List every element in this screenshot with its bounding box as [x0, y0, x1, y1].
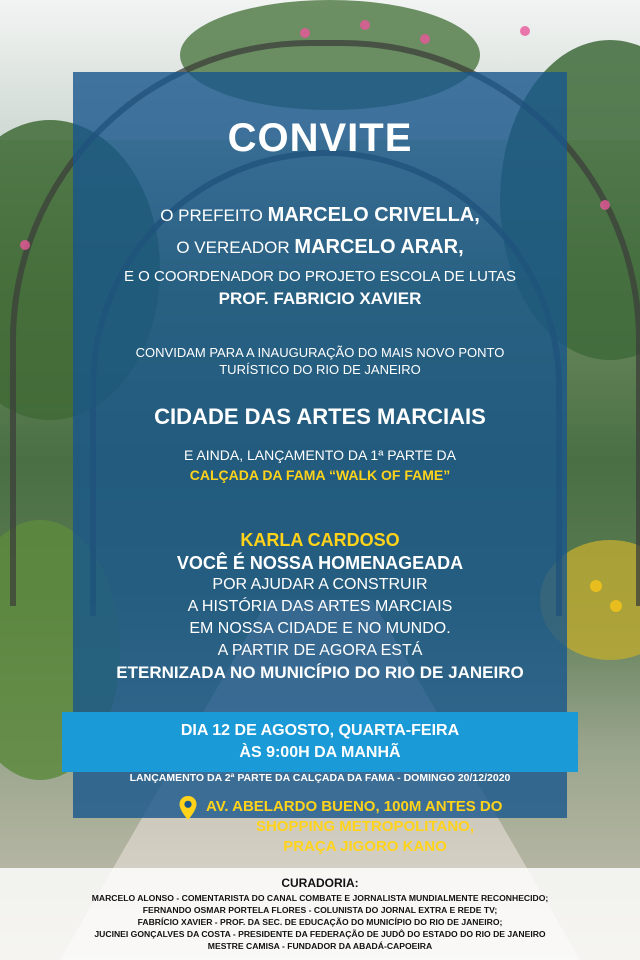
- curadoria-line: FABRÍCIO XAVIER - PROF. DA SEC. DE EDUCAÇÃO DO MUNICÍPIO DO RIO DE JANEIRO;: [137, 917, 503, 927]
- honoree-line-6: ETERNIZADA NO MUNICÍPIO DO RIO DE JANEIRO: [116, 663, 524, 682]
- honoree-line-4: EM NOSSA CIDADE E NO MUNDO.: [189, 620, 451, 637]
- host-mayor-name: MARCELO CRIVELLA,: [267, 204, 480, 226]
- address-line-3: PRAÇA JIGORO KANO: [283, 838, 447, 855]
- curadoria-line: MARCELO ALONSO - COMENTARISTA DO CANAL COMBATE E JORNALISTA MUNDIALMENTE RECONHECIDO;: [91, 893, 549, 903]
- invite-line-1: CONVIDAM PARA A INAUGURAÇÃO DO MAIS NOVO PONTO: [135, 345, 505, 360]
- date-band: [62, 712, 578, 772]
- host-councilman-role: O VEREADOR: [176, 238, 295, 257]
- flower-decoration: [420, 34, 430, 44]
- invite-line-2: TURÍSTICO DO RIO DE JANEIRO: [219, 362, 421, 377]
- curadoria-line: JUCINEI GONÇALVES DA COSTA - PRESIDENTE DA FEDERAÇÃO DE JUDÔ DO ESTADO DO RIO DE JANEIRO: [94, 929, 546, 939]
- event-time: ÀS 9:00H DA MANHÃ: [239, 744, 401, 761]
- curadoria-heading: CURADORIA:: [281, 876, 359, 890]
- host-mayor-role: O PREFEITO: [160, 206, 268, 225]
- curadoria-line: FERNANDO OSMAR PORTELA FLORES - COLUNISTA DO JORNAL EXTRA E REDE TV;: [142, 905, 498, 915]
- host-coordinator-role: E O COORDENADOR DO PROJETO ESCOLA DE LUTAS: [123, 268, 517, 285]
- honoree-line-2: POR AJUDAR A CONSTRUIR: [212, 576, 428, 593]
- honoree-line-1: VOCÊ É NOSSA HOMENAGEADA: [176, 553, 464, 573]
- content-panel: [73, 72, 567, 818]
- honoree-line-5: A PARTIR DE AGORA ESTÁ: [217, 642, 423, 659]
- host-coordinator-name: PROF. FABRICIO XAVIER: [218, 289, 422, 308]
- honoree-name: KARLA CARDOSO: [240, 530, 400, 550]
- honoree-line-3: A HISTÓRIA DAS ARTES MARCIAIS: [187, 598, 453, 615]
- second-launch-note: LANÇAMENTO DA 2ª PARTE DA CALÇADA DA FAMA - DOMINGO 20/12/2020: [129, 772, 511, 784]
- host-councilman: [0, 236, 640, 259]
- event-date: DIA 12 DE AGOSTO, QUARTA-FEIRA: [180, 722, 460, 739]
- flower-decoration: [360, 20, 370, 30]
- host-mayor: [0, 204, 640, 227]
- flower-decoration: [300, 28, 310, 38]
- address-line-1: AV. ABELARDO BUENO, 100M ANTES DO: [206, 798, 503, 815]
- curadoria-line: MESTRE CAMISA - FUNDADOR DA ABADÁ-CAPOEIRA: [207, 941, 433, 951]
- address-line-2: SHOPPING METROPOLITANO,: [255, 818, 475, 835]
- poster-title: CONVITE: [227, 116, 413, 160]
- host-councilman-name: MARCELO ARAR,: [294, 236, 464, 258]
- event-name: CIDADE DAS ARTES MARCIAIS: [154, 404, 486, 429]
- flower-decoration: [520, 26, 530, 36]
- launch-line-1: E AINDA, LANÇAMENTO DA 1ª PARTE DA: [183, 447, 457, 463]
- launch-line-2: CALÇADA DA FAMA “WALK OF FAME”: [189, 467, 451, 483]
